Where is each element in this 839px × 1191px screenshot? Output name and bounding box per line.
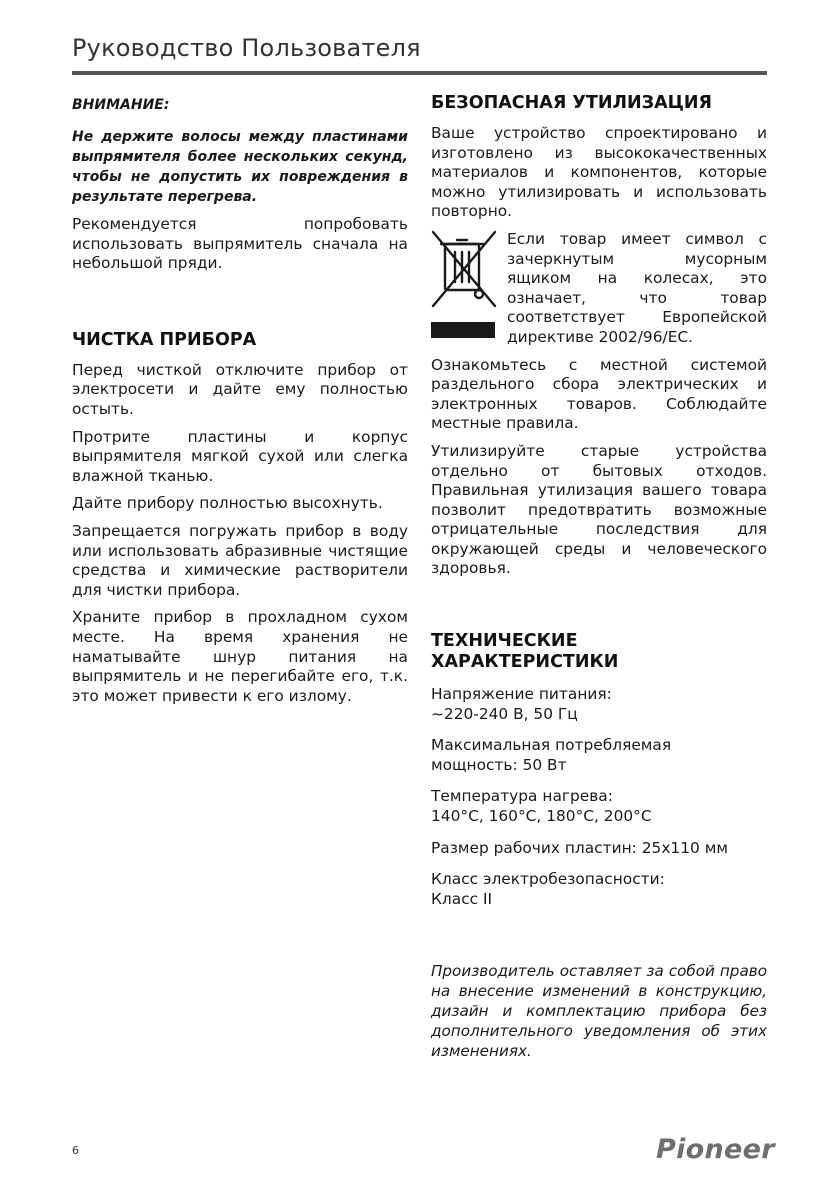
spec-value: ~220-240 В, 50 Гц bbox=[431, 704, 578, 723]
cleaning-paragraph: Храните прибор в прохладном сухом месте. На время хранения не наматывайте шнур питания на выпрямитель и не перегибайте его, т.к. это может привести к его излому. bbox=[72, 608, 408, 705]
left-column bbox=[72, 93, 408, 714]
spec-item bbox=[431, 787, 767, 826]
spec-label: Напряжение питания: bbox=[431, 685, 612, 704]
page-number: 6 bbox=[72, 1144, 79, 1157]
spec-value: Класс II bbox=[431, 889, 493, 908]
specs-heading bbox=[431, 631, 767, 673]
disposal-paragraph: Ознакомьтесь с местной системой раздельного сбора электрических и электронных товаров. Соблюдайте местные правила. bbox=[431, 355, 767, 433]
spec-label: Температура нагрева: bbox=[431, 787, 613, 806]
weee-text: Если товар имеет символ с зачеркнутым мусорным ящиком на колесах, это означает, что товар соответствует Европейской директиве 2002/96/EC. bbox=[507, 229, 767, 346]
spec-item bbox=[431, 685, 767, 724]
warning-title: ВНИМАНИЕ: bbox=[72, 97, 170, 113]
spec-item bbox=[431, 870, 767, 909]
manufacturer-note: Производитель оставляет за собой право на внесение изменений в конструкцию, дизайн и комплектацию прибора без дополнительного уведомления об этих изменениях. bbox=[431, 962, 767, 1061]
spec-label: Размер рабочих пластин: 25x110 мм bbox=[431, 838, 728, 857]
cleaning-paragraph: Запрещается погружать прибор в воду или использовать абразивные чистящие средства и химические растворители для чистки прибора. bbox=[72, 521, 408, 599]
weee-symbol bbox=[431, 230, 497, 348]
header-divider bbox=[72, 71, 767, 75]
cleaning-paragraph: Протрите пластины и корпус выпрямителя мягкой сухой или слегка влажной тканью. bbox=[72, 427, 408, 485]
spec-label: Класс электробезопасности: bbox=[431, 870, 665, 889]
right-column bbox=[431, 93, 767, 1069]
cleaning-heading: ЧИСТКА ПРИБОРА bbox=[72, 329, 257, 350]
disposal-heading: БЕЗОПАСНАЯ УТИЛИЗАЦИЯ bbox=[431, 93, 712, 113]
cleaning-paragraph: Перед чисткой отключите прибор от электросети и дайте ему полностью остыть. bbox=[72, 360, 408, 418]
weee-block bbox=[431, 230, 767, 348]
recommendation-text: Рекомендуется попробовать использовать выпрямитель сначала на небольшой пряди. bbox=[72, 215, 408, 273]
spec-item bbox=[431, 736, 767, 775]
crossed-out-wheelie-bin-icon bbox=[431, 230, 497, 308]
spec-value: мощность: 50 Вт bbox=[431, 755, 567, 774]
warning-text: Не держите волосы между пластинами выпрямителя более нескольких секунд, чтобы не допустить их повреждения в результате перегрева. bbox=[72, 129, 408, 205]
spec-item bbox=[431, 839, 767, 859]
specs-heading-line2: ХАРАКТЕРИСТИКИ bbox=[431, 652, 619, 673]
weee-separation-bar bbox=[431, 322, 495, 338]
disposal-intro: Ваше устройство спроектировано и изготовлено из высококачественных материалов и компонентов, которые можно утилизировать и использовать повторно. bbox=[431, 124, 767, 221]
brand-logo: Pioneer bbox=[656, 1134, 775, 1165]
spec-label: Максимальная потребляемая bbox=[431, 736, 672, 755]
cleaning-paragraph: Дайте прибору полностью высохнуть. bbox=[72, 494, 383, 513]
page-title: Руководство Пользователя bbox=[72, 34, 421, 62]
spec-value: 140°C, 160°C, 180°C, 200°C bbox=[431, 807, 652, 826]
specs-heading-line1: ТЕХНИЧЕСКИЕ bbox=[431, 631, 578, 652]
disposal-paragraph: Утилизируйте старые устройства отдельно от бытовых отходов. Правильная утилизация вашего товара позволит предотвратить возможные отрицательные последствия для окружающей среды и человеческого здоровья. bbox=[431, 441, 767, 578]
